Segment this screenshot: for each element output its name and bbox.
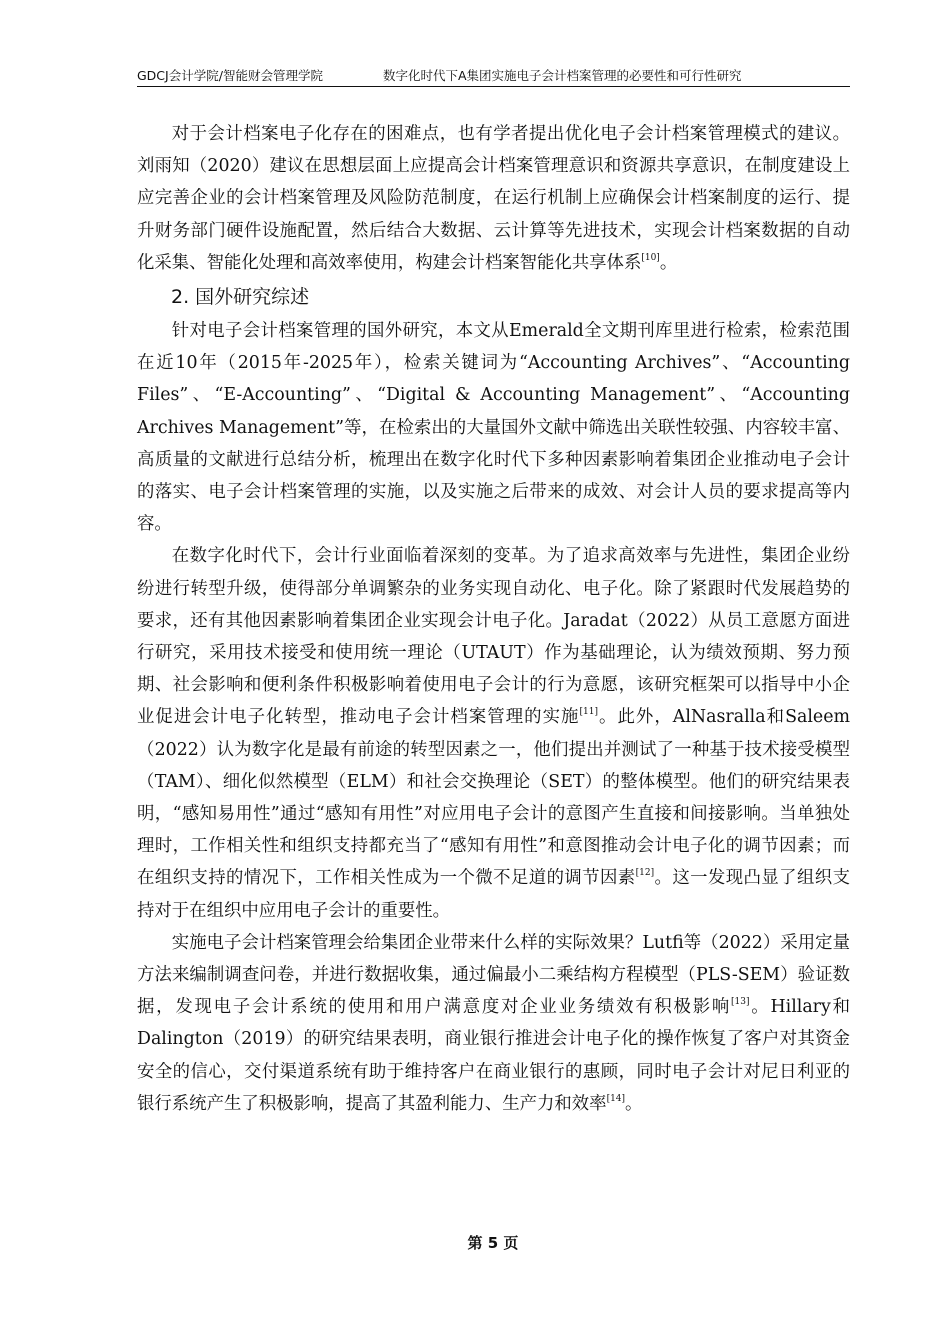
paragraph-4 [137, 927, 850, 1120]
page-number: 第 5 页 [467, 1234, 519, 1252]
paragraph-2 [137, 315, 850, 540]
paragraph-text: 对于会计档案电子化存在的困难点，也有学者提出优化电子会计档案管理模式的建议。刘雨知（2020）建议在思想层面上应提高会计档案管理意识和资源共享意识，在制度建设上应完善企业的会计档案管理及风险防范制度，在运行机制上应确保会计档案制度的运行、提升财务部门硬件设施配置，然后结合大数据、云计算等先进技术，实现会计档案数据的自动化采集、智能化处理和高效率使用，构建会计档案智能化共享体系 [137, 124, 850, 273]
paragraph-1 [137, 118, 850, 279]
header-thesis-title: 数字化时代下A集团实施电子会计档案管理的必要性和可行性研究 [383, 68, 742, 83]
header-institution: GDCJ会计学院/智能财会管理学院 [137, 68, 323, 83]
running-header [137, 66, 850, 87]
paragraph-text: 针对电子会计档案管理的国外研究，本文从Emerald全文期刊库里进行检索，检索范围在近10年（2015年-2025年），检索关键词为“Accounting Archives”、“Accounting Files”、“E-Accounting”、“Digital & Accounting Management”、“Accounting Archives Management”等，在检索出的大量国外文献中筛选出关联性较强、内容较丰富、高质量的文献进行总结分析，梳理出在数字化时代下多种因素影响着集团企业推动电子会计的落实、电子会计档案管理的实施，以及实施之后带来的成效、对会计人员的要求提高等内容。 [137, 321, 850, 535]
main-text [137, 118, 850, 1120]
citation-11: [11] [579, 707, 598, 718]
section-heading: 2. 国外研究综述 [171, 286, 310, 309]
citation-10: [10] [641, 252, 660, 263]
paragraph-text: 。 [659, 252, 678, 273]
paragraph-text: 。 [625, 1093, 643, 1114]
citation-14: [14] [606, 1093, 626, 1104]
paragraph-text: 。此外，AlNasralla和Saleem（2022）认为数字化是最有前途的转型因素之一，他们提出并测试了一种基于技术接受模型（TAM）、细化似然模型（ELM）和社会交换理论（SET）的整体模型。他们的研究结果表明，“感知易用性”通过“感知有用性”对应用电子会计的意图产生直接和间接影响。当单独处理时，工作相关性和组织支持都充当了“感知有用性”和意图推动会计电子化的调节因素；而在组织支持的情况下，工作相关性成为一个微不足道的调节因素 [137, 707, 850, 889]
citation-12: [12] [635, 868, 655, 879]
citation-13: [13] [731, 997, 750, 1008]
paragraph-text: 。Hillary和Dalington（2019）的研究结果表明，商业银行推进会计电子化的操作恢复了客户对其资金安全的信心，交付渠道系统有助于维持客户在商业银行的惠顾，同时电子会计对尼日利亚的银行系统产生了积极影响，提高了其盈利能力、生产力和效率 [137, 997, 850, 1114]
paragraph-text: 实施电子会计档案管理会给集团企业带来什么样的实际效果？Lutfi等（2022）采用定量方法来编制调查问卷，并进行数据收集，通过偏最小二乘结构方程模型（PLS-SEM）验证数据，发现电子会计系统的使用和用户满意度对企业业务绩效有积极影响 [137, 932, 850, 1018]
paragraph-3 [137, 540, 850, 926]
paragraph-text: 。这一发现凸显了组织支持对于在组织中应用电子会计的重要性。 [137, 868, 850, 921]
paragraph-text: 在数字化时代下，会计行业面临着深刻的变革。为了追求高效率与先进性，集团企业纷纷进行转型升级，使得部分单调繁杂的业务实现自动化、电子化。除了紧跟时代发展趋势的要求，还有其他因素影响着集团企业实现会计电子化。Jaradat（2022）从员工意愿方面进行研究，采用技术接受和使用统一理论（UTAUT）作为基础理论，认为绩效预期、努力预期、社会影响和便利条件积极影响着使用电子会计的行为意愿，该研究框架可以指导中小企业促进会计电子化转型，推动电子会计档案管理的实施 [137, 546, 850, 728]
